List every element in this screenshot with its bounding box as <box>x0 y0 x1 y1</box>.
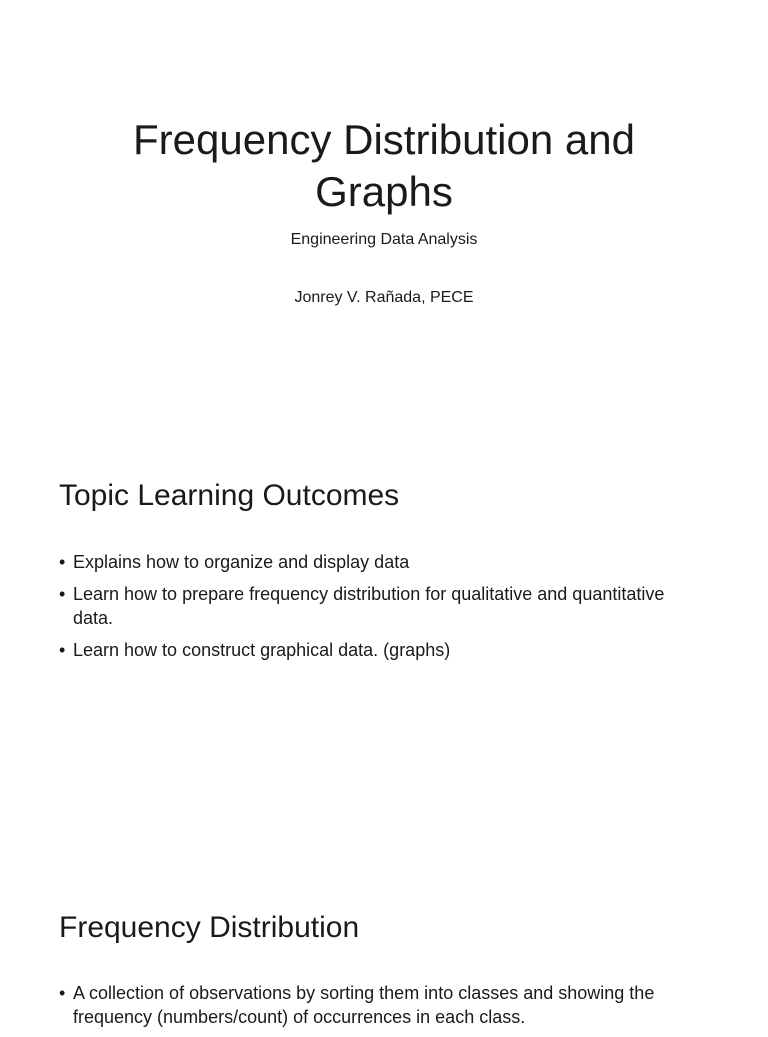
list-item: • A collection of observations by sorting them into classes and showing the frequency (numbers/count) of occurrences in each class. <box>59 983 655 1027</box>
bullet-icon: • <box>59 584 66 604</box>
author-name: Jonrey V. Rañada, PECE <box>294 289 474 306</box>
list-item: • Learn how to prepare frequency distribution for qualitative and quantitative data. <box>59 584 665 628</box>
frequency-heading: Frequency Distribution <box>59 911 360 944</box>
outcomes-list <box>59 550 699 670</box>
presentation-title: Frequency Distribution and Graphs <box>133 116 635 215</box>
title-slide <box>0 0 768 432</box>
outcomes-slide <box>0 432 768 864</box>
bullet-icon: • <box>59 983 66 1003</box>
bullet-icon: • <box>59 552 66 572</box>
frequency-list <box>59 981 699 1037</box>
list-item: • Explains how to organize and display data <box>59 552 410 572</box>
outcomes-heading: Topic Learning Outcomes <box>59 479 400 512</box>
list-item: • Learn how to construct graphical data. (graphs) <box>59 640 451 660</box>
frequency-slide <box>0 864 768 1027</box>
bullet-icon: • <box>59 640 66 660</box>
course-subtitle: Engineering Data Analysis <box>290 231 478 248</box>
